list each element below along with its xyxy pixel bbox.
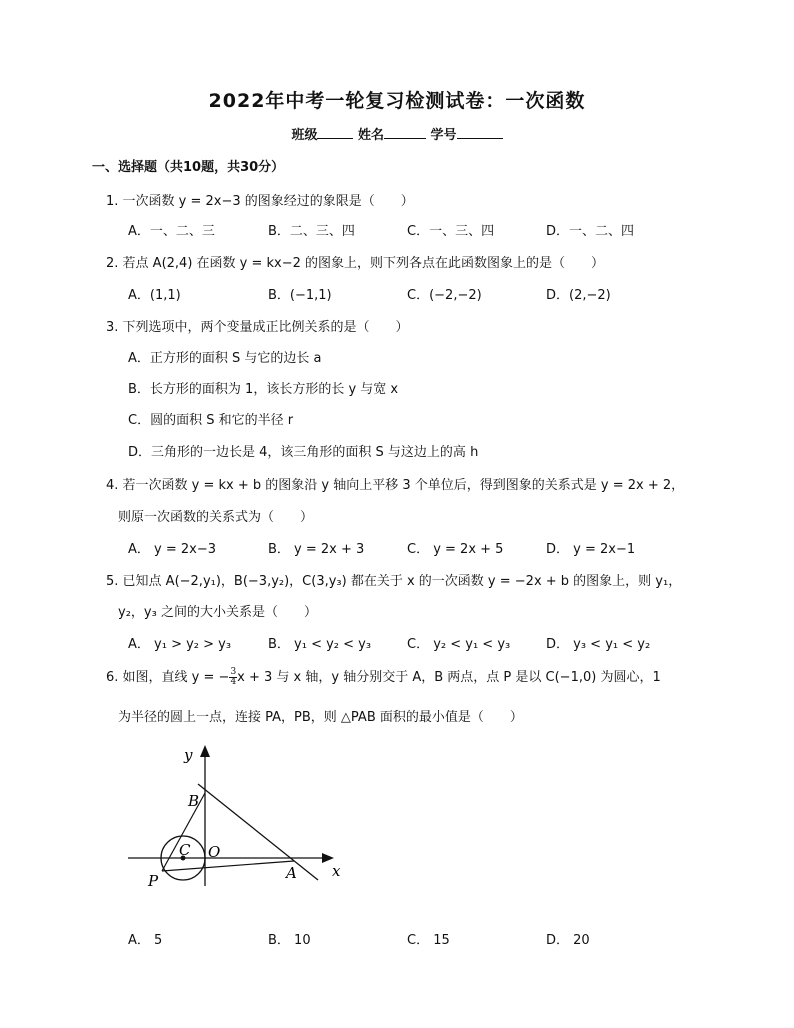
question-text-after: x + 3 与 x 轴，y 轴分别交于 A，B 两点，点 P 是以 C(−1,0) 为圆心，1	[237, 670, 661, 685]
id-label: 学号	[430, 128, 457, 143]
question-text: 下列选项中，两个变量成正比例关系的是（ ）	[122, 320, 409, 335]
option-c[interactable]: C．(−2,−2)	[407, 288, 482, 303]
question-5	[106, 570, 681, 589]
option-a[interactable]: A．(1,1)	[128, 288, 181, 303]
line-ab	[198, 784, 318, 880]
label-y: y	[184, 746, 193, 764]
question-text: 一次函数 y = 2x−3 的图象经过的象限是（ ）	[122, 194, 414, 209]
name-blank[interactable]	[384, 126, 426, 139]
student-info-line	[0, 124, 794, 143]
option-c[interactable]: C． y₂ < y₁ < y₃	[407, 637, 511, 652]
label-b: B	[188, 792, 200, 810]
question-text: 若一次函数 y = kx + b 的图象沿 y 轴向上平移 3 个单位后，得到图象的关系式是 y = 2x + 2，	[122, 478, 685, 493]
fraction-denominator: 4	[230, 677, 237, 687]
option-a[interactable]: A．正方形的面积 S 与它的边长 a	[128, 351, 322, 366]
option-d[interactable]: D． 20	[546, 933, 590, 948]
fraction-numerator: 3	[230, 667, 237, 677]
question-4	[106, 474, 684, 493]
y-axis-arrow-icon	[200, 745, 210, 757]
option-d[interactable]: D．一、二、四	[546, 224, 635, 239]
option-b[interactable]: B． 10	[268, 933, 311, 948]
segment-pa	[162, 861, 294, 871]
question-2	[106, 252, 604, 271]
question-text-before: 如图，直线 y = −	[122, 670, 230, 685]
class-blank[interactable]	[317, 126, 353, 139]
geometry-figure	[118, 740, 358, 890]
question-text: 已知点 A(−2,y₁)，B(−3,y₂)，C(3,y₃) 都在关于 x 的一次函数 y = −2x + b 的图象上，则 y₁，	[122, 574, 682, 589]
option-c[interactable]: C．一、三、四	[407, 224, 495, 239]
label-c: C	[179, 841, 191, 859]
question-number: 2.	[106, 256, 119, 271]
question-number: 1.	[106, 194, 119, 209]
option-a[interactable]: A．一、二、三	[128, 224, 215, 239]
option-c[interactable]: C．圆的面积 S 和它的半径 r	[128, 413, 294, 428]
question-number: 6.	[106, 670, 119, 685]
question-6	[106, 666, 661, 687]
label-o: O	[208, 843, 221, 861]
option-b[interactable]: B．二、三、四	[268, 224, 355, 239]
label-x: x	[332, 862, 341, 880]
option-a[interactable]: A． y = 2x−3	[128, 542, 217, 557]
question-1	[106, 190, 414, 209]
fraction	[229, 668, 237, 687]
question-3	[106, 316, 409, 335]
option-c[interactable]: C． y = 2x + 5	[407, 542, 504, 557]
exam-title: 2022年中考一轮复习检测试卷：一次函数	[208, 90, 586, 112]
question-5-continued: y₂，y₃ 之间的大小关系是（ ）	[118, 605, 317, 620]
option-d[interactable]: D．三角形的一边长是 4，该三角形的面积 S 与这边上的高 h	[128, 445, 479, 460]
option-b[interactable]: B．(−1,1)	[268, 288, 332, 303]
option-d[interactable]: D．(2,−2)	[546, 288, 611, 303]
option-a[interactable]: A． y₁ > y₂ > y₃	[128, 637, 232, 652]
question-number: 4.	[106, 478, 119, 493]
option-d[interactable]: D． y₃ < y₁ < y₂	[546, 637, 651, 652]
option-c[interactable]: C． 15	[407, 933, 450, 948]
question-text: 若点 A(2,4) 在函数 y = kx−2 的图象上，则下列各点在此函数图象上的是（ ）	[122, 256, 605, 271]
label-p: P	[148, 872, 159, 890]
section-heading: 一、选择题（共10题，共30分）	[92, 160, 285, 175]
option-a[interactable]: A． 5	[128, 933, 163, 948]
id-blank[interactable]	[457, 126, 503, 139]
option-d[interactable]: D． y = 2x−1	[546, 542, 636, 557]
option-b[interactable]: B． y₁ < y₂ < y₃	[268, 637, 372, 652]
question-4-continued: 则原一次函数的关系式为（ ）	[118, 510, 314, 525]
name-label: 姓名	[357, 128, 384, 143]
class-label: 班级	[291, 128, 318, 143]
question-number: 3.	[106, 320, 119, 335]
option-b[interactable]: B． y = 2x + 3	[268, 542, 365, 557]
label-a: A	[286, 864, 297, 882]
option-b[interactable]: B．长方形的面积为 1，该长方形的长 y 与宽 x	[128, 382, 399, 397]
question-6-continued: 为半径的圆上一点，连接 PA，PB，则 △PAB 面积的最小值是（ ）	[118, 710, 523, 725]
question-number: 5.	[106, 574, 119, 589]
